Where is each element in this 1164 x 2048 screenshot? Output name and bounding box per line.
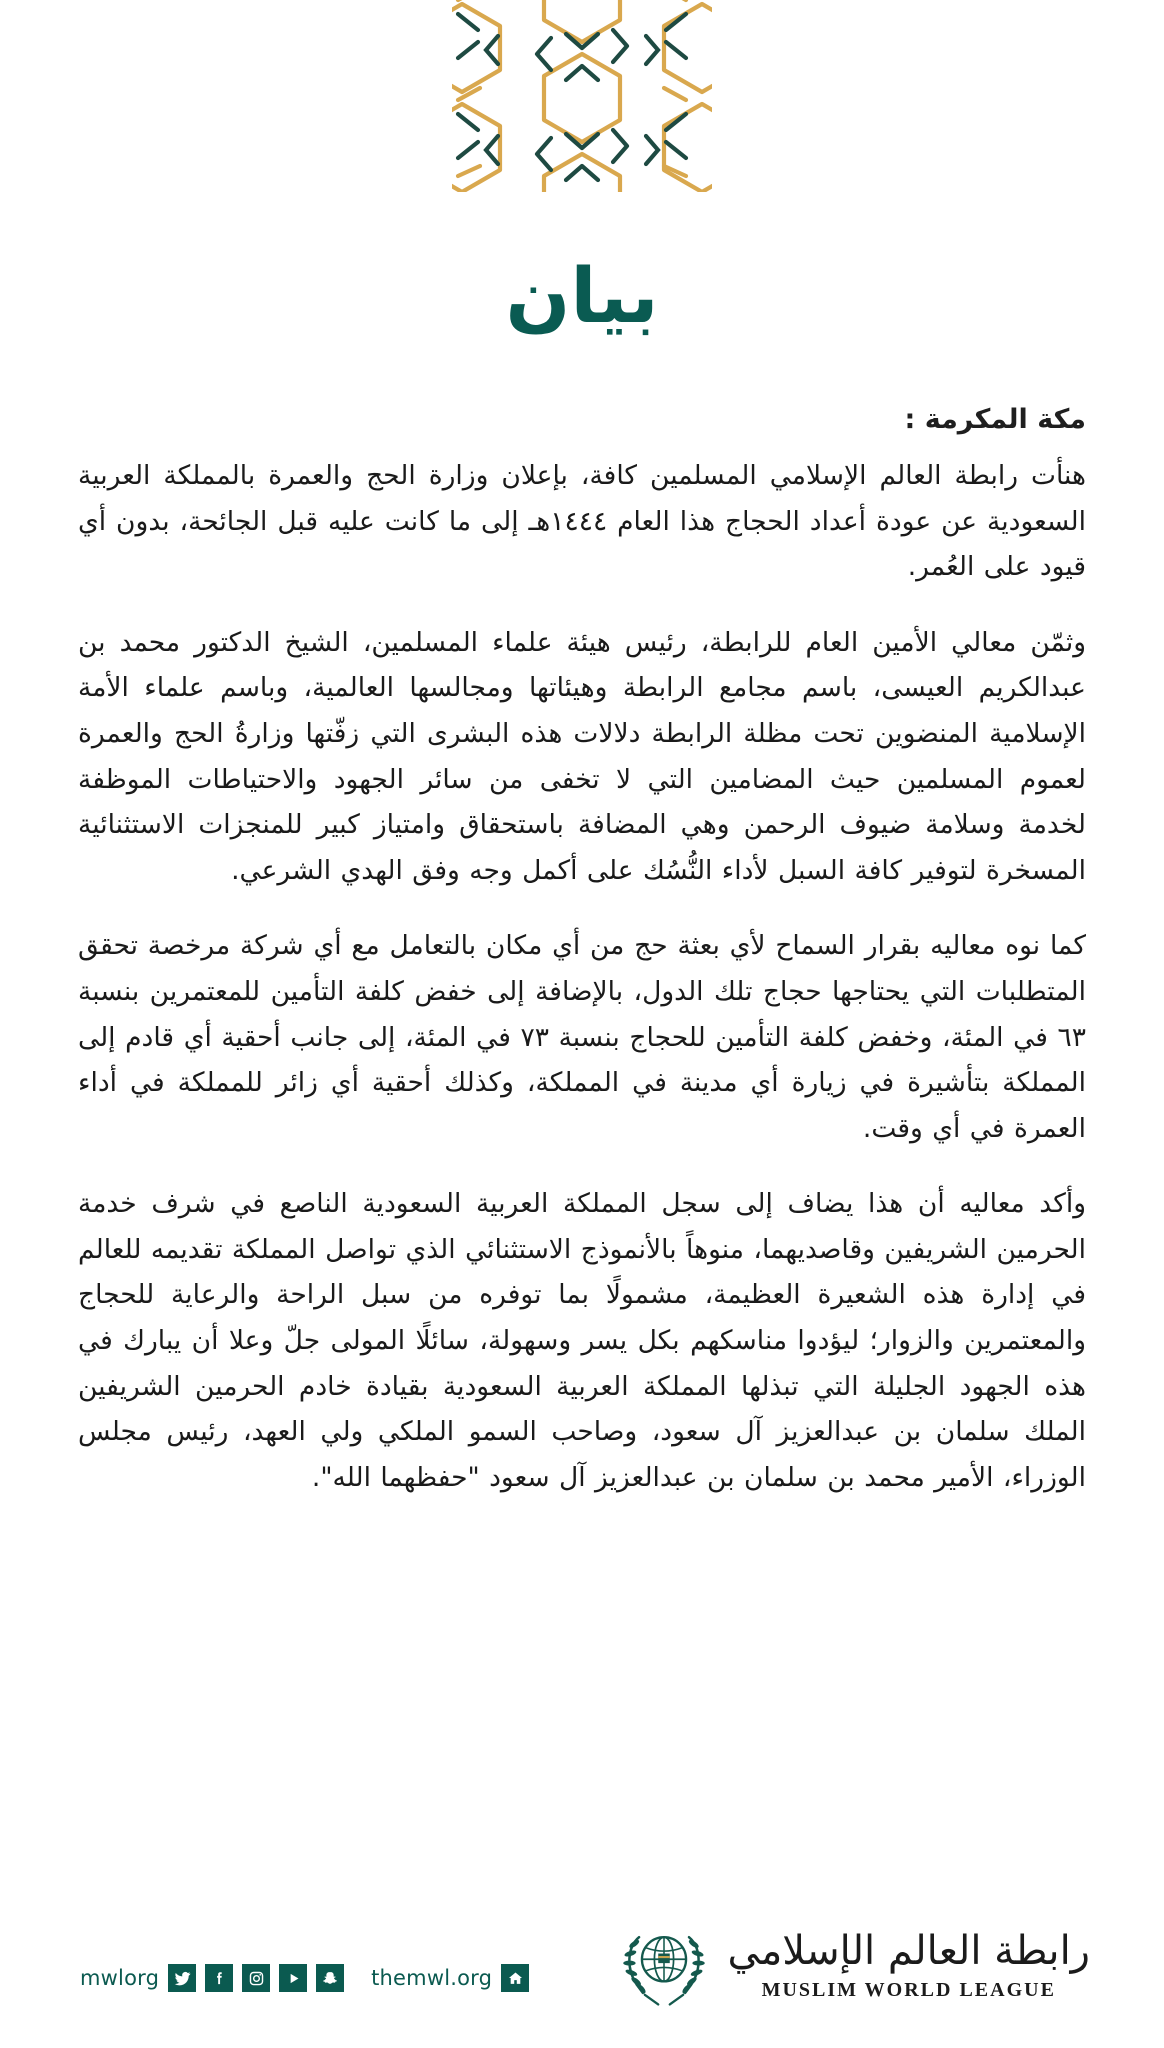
facebook-icon[interactable]: [205, 1964, 233, 1992]
website-handle-label: themwl.org: [371, 1966, 493, 1990]
home-icon[interactable]: [501, 1964, 529, 1992]
youtube-play-glyph: [285, 1970, 302, 1987]
twitter-icon[interactable]: [168, 1964, 196, 1992]
social-handle-label: mwlorg: [80, 1966, 160, 1990]
paragraph-2: وثمّن معالي الأمين العام للرابطة، رئيس هيئة علماء المسلمين، الشيخ الدكتور محمد بن عبدالكريم العيسى، باسم مجامع الرابطة وهيئاتها ومجالسها العالمية، وباسم علماء الأمة الإسلامية المنضوين تحت مظلة الرابطة دلالات هذه البشرى التي زفّتها وزارةُ الحج والعمرة لعموم المسلمين حيث المضامين التي لا تخفى من سائر الجهود والاحتياطات الموظفة لخدمة وسلامة ضيوف الرحمن وهي المضافة باستحقاق وامتياز كبير للمنجزات الاستثنائية المسخرة لتوفير كافة السبل لأداء النُّسُك على أكمل وجه وفق الهدي الشرعي.: [78, 626, 1086, 886]
page-footer: [0, 1902, 1164, 2022]
home-glyph: [507, 1970, 524, 1987]
snapchat-icon[interactable]: [316, 1964, 344, 1992]
mwl-logo-english: MUSLIM WORLD LEAGUE: [761, 1979, 1056, 2001]
page-title: بيان: [505, 251, 659, 340]
twitter-glyph: [174, 1970, 191, 1987]
globe-wreath-emblem-icon: [616, 1918, 712, 2014]
snapchat-ghost-glyph: [322, 1970, 339, 1987]
mwl-logo-text: [728, 1930, 1090, 2002]
dateline: مكة المكرمة :: [904, 404, 1086, 435]
youtube-icon[interactable]: [279, 1964, 307, 1992]
mwl-logo: [616, 1918, 1090, 2014]
mwl-logo-arabic: رابطة العالم الإسلامي: [727, 1928, 1090, 1974]
header-ornament: [0, 0, 1164, 192]
paragraph-3: كما نوه معاليه بقرار السماح لأي بعثة حج من أي مكان بالتعامل مع أي شركة مرخصة تحقق المتطلبات التي يحتاجها حجاج تلك الدول، بالإضافة إلى خفض كلفة التأمين للمعتمرين بنسبة ٦٣ في المئة، وخفض كلفة التأمين للحجاج بنسبة ٧٣ في المئة، إلى جانب أحقية أي قادم إلى المملكة بتأشيرة في زيارة أي مدينة في المملكة، وكذلك أحقية أي زائر للمملكة في أداء العمرة في أي وقت.: [78, 930, 1086, 1144]
paragraph-1: هنأت رابطة العالم الإسلامي المسلمين كافة، بإعلان وزارة الحج والعمرة بالمملكة العربية السعودية عن عودة أعداد الحجاج هذا العام ١٤٤٤هـ إلى ما كانت عليه قبل الجائحة، بدون أي قيود على العُمر.: [78, 460, 1086, 583]
instagram-icon[interactable]: [242, 1964, 270, 1992]
facebook-glyph: [211, 1970, 228, 1987]
social-links: [78, 1964, 529, 1992]
instagram-glyph: [248, 1970, 265, 1987]
statement-body: [78, 400, 1086, 1500]
paragraph-4: وأكد معاليه أن هذا يضاف إلى سجل المملكة العربية السعودية الناصع في شرف خدمة الحرمين الشريفين وقاصديهما، منوهاً بالأنموذج الاستثنائي الذي تواصل المملكة تقديمه للعالم في إدارة هذه الشعيرة العظيمة، مشمولًا بما توفره من سبل الراحة والرعاية للحجاج والمعتمرين والزوار؛ ليؤدوا مناسكهم بكل يسر وسهولة، سائلًا المولى جلّ وعلا أن يبارك في هذه الجهود الجليلة التي تبذلها المملكة العربية السعودية بقيادة خادم الحرمين الشريفين الملك سلمان بن عبدالعزيز آل سعود، وصاحب السمو الملكي ولي العهد، رئيس مجلس الوزراء، الأمير محمد بن سلمان بن عبدالعزيز آل سعود "حفظهما الله".: [78, 1188, 1086, 1493]
islamic-geometric-hexagon-pattern-icon: [452, 0, 712, 192]
